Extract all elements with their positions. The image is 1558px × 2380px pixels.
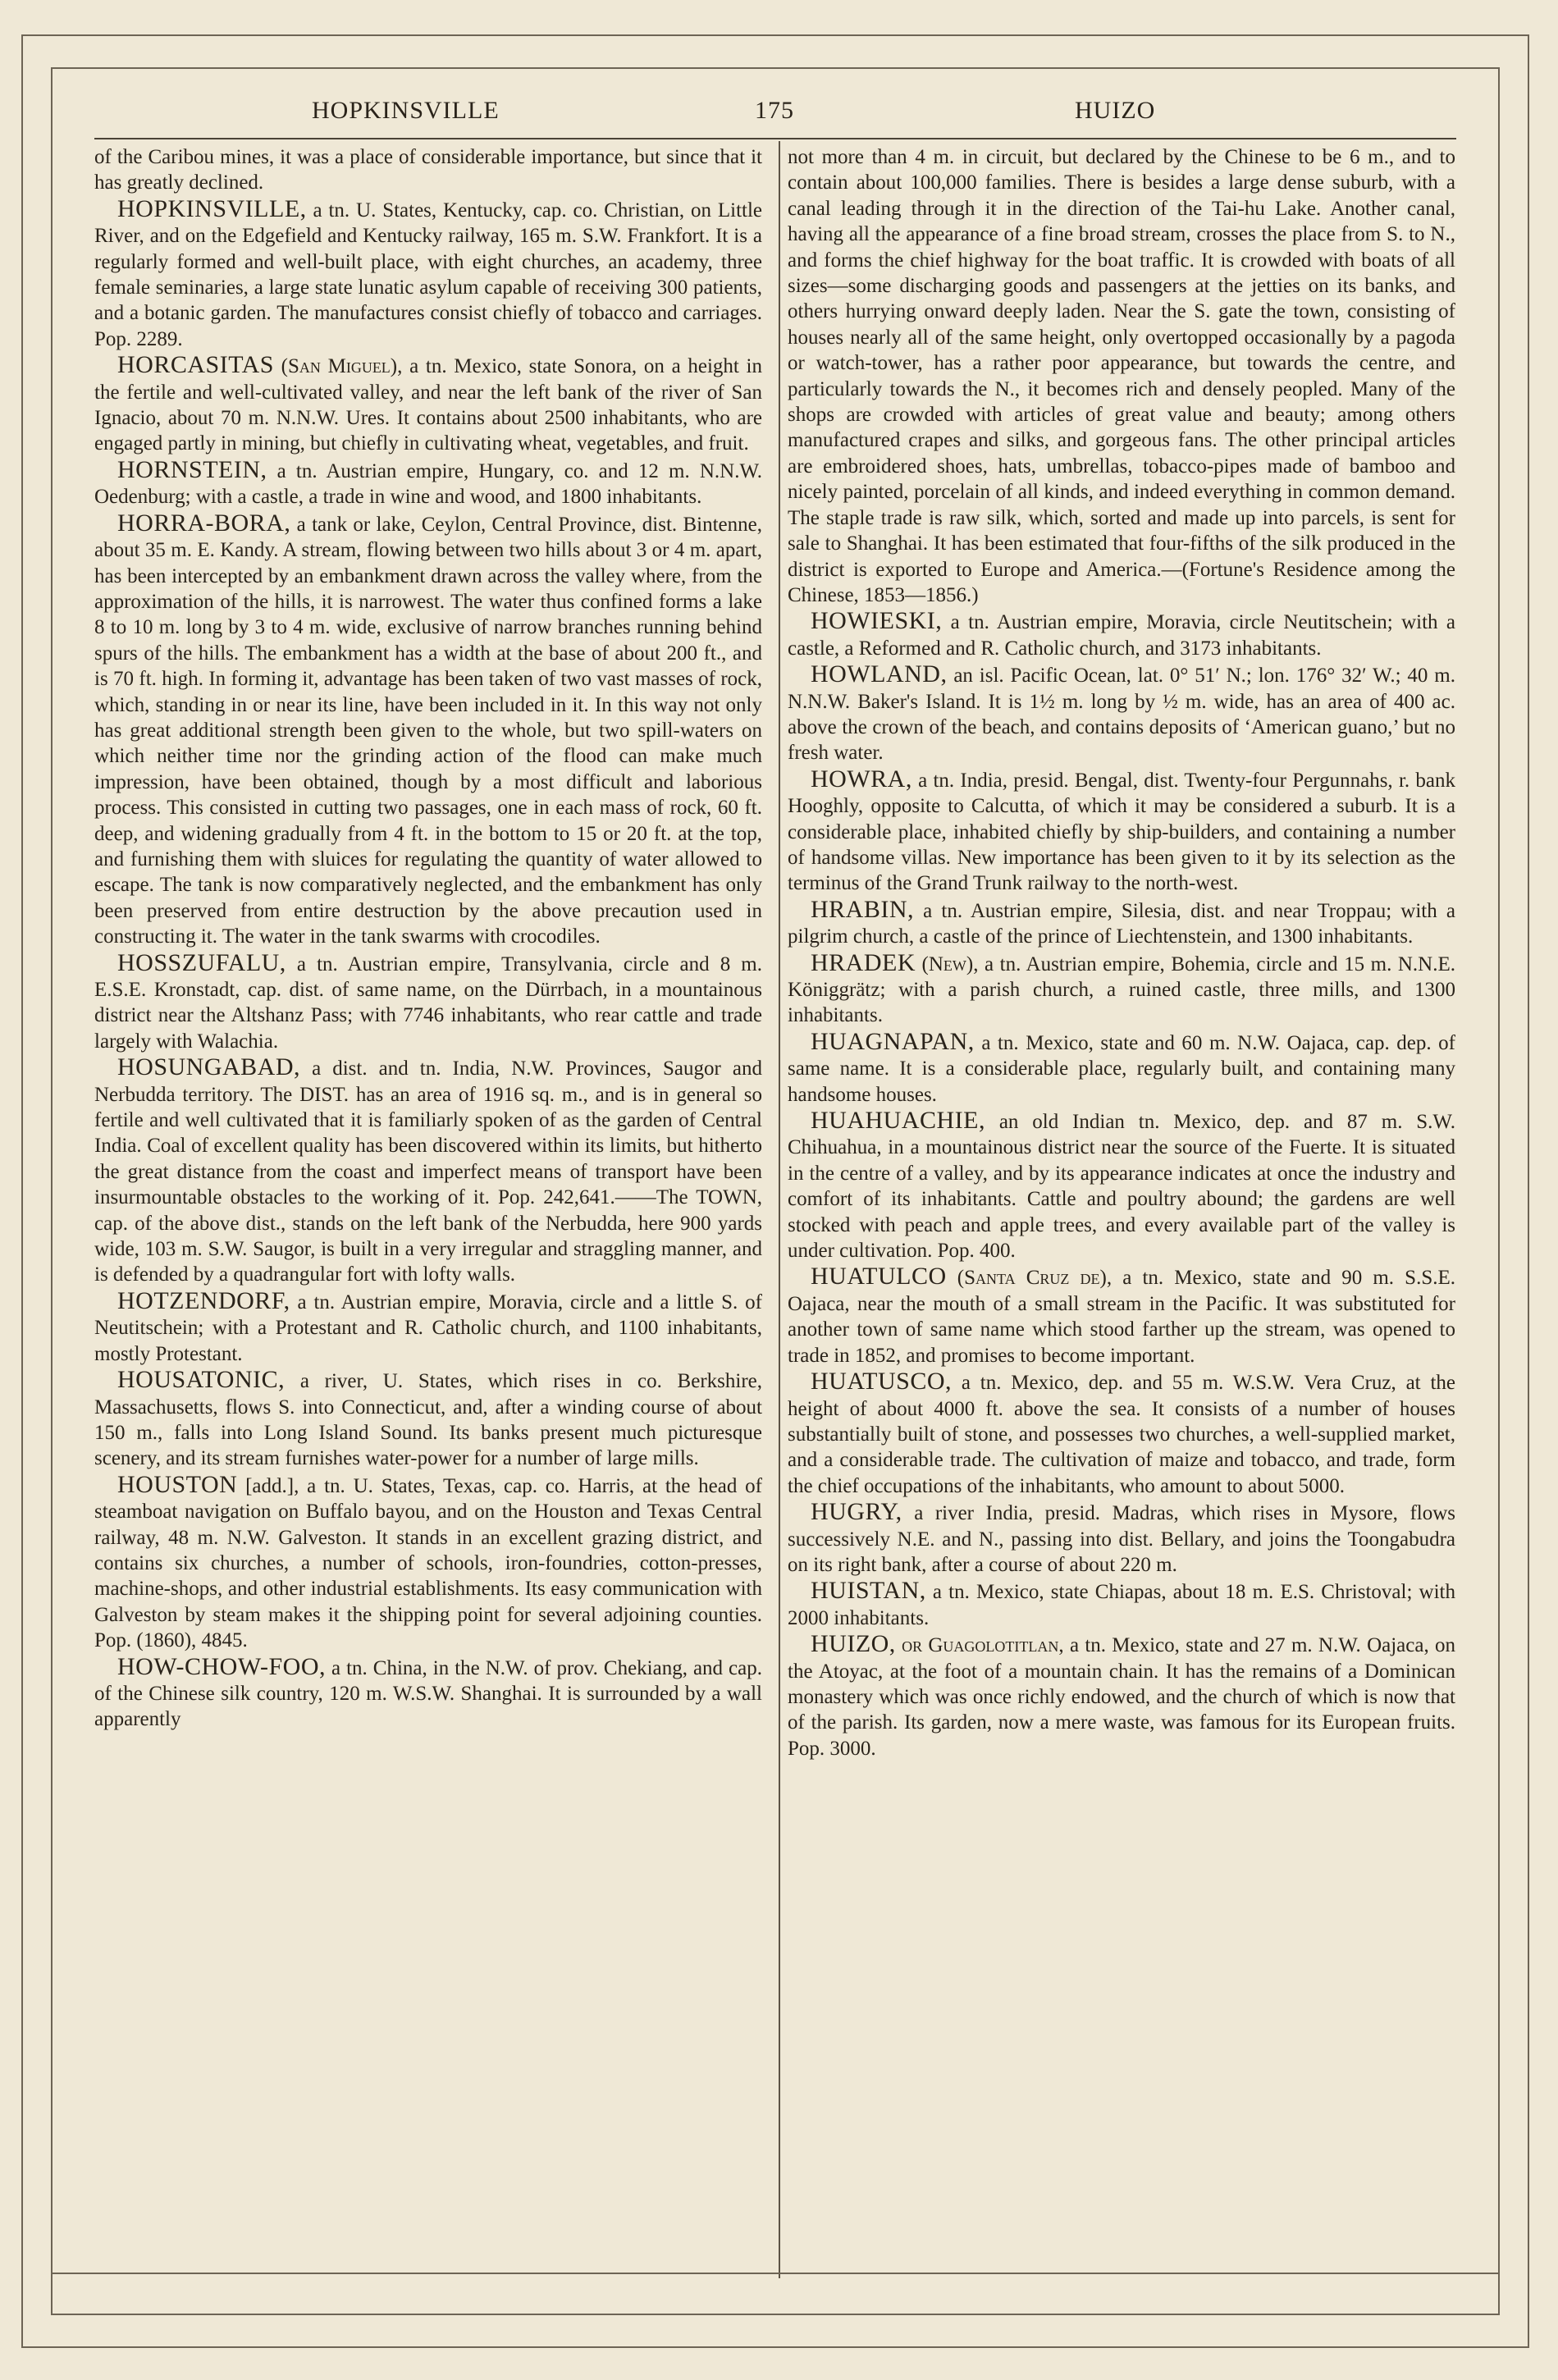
entry-text: an isl. Pacific Ocean, lat. 0° 51′ N.; lon. 176° 32′ W.; 40 m. N.N.W. Baker's Island. It is 1½ m. long by ½ m. wide, has an area of 400 ac. above the crown of the beach, and contains deposits of ‘American guano,’ but no fresh water. [788, 665, 1455, 765]
entry-headword: HRABIN, [811, 895, 915, 923]
entry-headword: HOPKINSVILLE, [117, 194, 307, 222]
entry-headword: HUATULCO [811, 1263, 947, 1290]
entry-text: a tn. Mexico, state Chiapas, about 18 m. E.S. Christoval; with 2000 inhabitants. [788, 1581, 1455, 1629]
gazetteer-entry [788, 1263, 1455, 1368]
entry-text: a dist. and tn. India, N.W. Provinces, Saugor and Nerbudda territory. The DIST. has an area of 1916 sq. m., and is in general so fertile and well cultivated that it is familiarly spoken of as the garden of Central India. Coal of excellent quality has been discovered within its limits, but hitherto the great distance from the coast and imperfect means of transport have been insurmountable obstacles to the working of it. Pop. 242,641.——The TOWN, cap. of the above dist., stands on the left bank of the Nerbudda, here 900 yards wide, 103 m. S.W. Saugor, is built in a very irregular and straggling manner, and is defended by a quadrangular fort with lofty walls. [94, 1058, 762, 1286]
gazetteer-entry [94, 1054, 762, 1288]
entry-text: a river, U. States, which rises in co. Berkshire, Massachusetts, flows S. into Connecticut, and, after a winding course of about 150 m., falls into Long Island Sound. Its banks present much picturesque scenery, and its stream furnishes water-power for a number of large mills. [94, 1370, 762, 1470]
entry-headword: HRADEK [811, 948, 916, 976]
header-left-guide-word: HOPKINSVILLE [312, 97, 500, 124]
gazetteer-entry [788, 144, 1455, 608]
gazetteer-entry [788, 1499, 1455, 1578]
running-header [312, 97, 1395, 130]
gazetteer-entry [788, 766, 1455, 897]
entry-text: a tank or lake, Ceylon, Central Province, dist. Bintenne, about 35 m. E. Kandy. A stream, flowing between two hills about 3 or 4 m. apart, has been intercepted by an embankment drawn across the valley where, from the approximation of the hills, it is narrowest. The water thus confined forms a lake 8 to 10 m. long by 3 to 4 m. wide, exclusive of narrow branches running behind spurs of the hills. The embankment has a width at the base of about 200 ft., and is 70 ft. high. In forming it, advantage has been taken of two vast masses of rock, which, standing in or near its line, have been included in it. In this way not only has great additional strength been given to the whole, but two spill-waters on which neither time nor the grinding action of the flood can make much impression, have been obtained, though by a most difficult and laborious process. This consisted in cutting two passages, one in each mass of rock, 60 ft. deep, and widening gradually from 4 ft. in the bottom to 15 or 20 ft. at the top, and furnishing them with sluices for regulating the quantity of water allowed to escape. The tank is now comparatively neglected, and the embankment has only been preserved from entire destruction by the above precaution used in constructing it. The water in the tank swarms with crocodiles. [94, 513, 762, 948]
gazetteer-entry [94, 144, 762, 196]
entry-headword: HOWIESKI, [811, 607, 943, 635]
entry-headword: HUATUSCO, [811, 1368, 953, 1396]
entry-alt-name: (Santa Cruz de) [946, 1267, 1107, 1290]
gazetteer-entry [94, 1288, 762, 1367]
entry-headword: HUAHUACHIE, [811, 1107, 985, 1135]
entry-text: , a tn. Mexico, state Sonora, on a height in the fertile and well-cultivated valley, and near the left bank of the river of San Ignacio, about 70 m. N.N.W. Ures. It contains about 2500 inhabitants, who are engaged partly in mining, but chiefly in cultivating wheat, vegetables, and fruit. [94, 355, 763, 455]
entry-text: a tn. Mexico, dep. and 55 m. W.S.W. Vera Cruz, at the height of about 4000 ft. above the sea. It consists of a number of houses substantially built of stone, and possesses two churches, a well-supplied market, and a considerable trade. The cultivation of maize and tobacco, and trade, form the chief occupations of the inhabitants, who amount to about 5000. [788, 1372, 1455, 1497]
entry-text: not more than 4 m. in circuit, but declared by the Chinese to be 6 m., and to contain about 100,000 families. There is besides a large dense suburb, with a canal leading through it in the direction of the Tai-hu Lake. Another canal, having all the appearance of a fine broad stream, crosses the place from S. to N., and forms the chief highway for the boat traffic. It is crowded with boats of all sizes—some discharging goods and passengers at the jetties on its banks, and others hurrying onward deeply laden. Near the S. gate the town, consisting of houses nearly all of the same height, only overtopped occasionally by a pagoda or watch-tower, has a rather poor appearance, but towards the centre, and particularly towards the N., it becomes rich and densely peopled. Many of the shops are crowded with articles of great value and beauty; among others manufactured crapes and silks, and gorgeous fans. The other principal articles are embroidered shoes, hats, umbrellas, tobacco-pipes made of bamboo and nicely painted, porcelain of all kinds, and indeed everything in common demand. The staple trade is raw silk, which, sorted and made up into parcels, is sent for sale to Shanghai. It has been estimated that four-fifths of the silk produced in the district is exported to Europe and America.—(Fortune's Residence among the Chinese, 1853—1856.) [788, 146, 1455, 606]
entry-text: [add.], a tn. U. States, Texas, cap. co. Harris, at the head of steamboat navigation on Buffalo bayou, and on the Houston and Texas Central railway, 48 m. N.W. Galveston. It stands in an excellent grazing district, and contains six churches, a number of schools, iron-foundries, cotton-presses, machine-shops, and other industrial establishments. Its easy communication with Galveston by steam makes it the shipping point for several adjoining counties. Pop. (1860), 4845. [94, 1474, 762, 1652]
entry-text: , a tn. Austrian empire, Bohemia, circle and 15 m. N.N.E. Königgrätz; with a parish church, a ruined castle, three mills, and 1300 inhabitants. [788, 952, 1455, 1027]
entry-text: a tn. U. States, Kentucky, cap. co. Christian, on Little River, and on the Edgefield and Kentucky railway, 165 m. S.W. Frankfort. It is a regularly formed and well-built place, with eight churches, an academy, three female seminaries, a large state lunatic asylum capable of receiving 300 patients, and a botanic garden. The manufactures consist chiefly of tobacco and carriages. Pop. 2289. [94, 199, 762, 350]
gazetteer-entry [94, 510, 762, 950]
left-column [94, 144, 762, 1733]
entry-headword: HOSUNGABAD, [117, 1053, 301, 1081]
gazetteer-entry [94, 1367, 762, 1472]
gazetteer-entry [94, 1472, 762, 1654]
entry-headword: HOSSZUFALU, [117, 948, 286, 976]
header-right-guide-word: HUIZO [1075, 97, 1156, 124]
entry-headword: HOW-CHOW-FOO, [117, 1652, 326, 1680]
gazetteer-entry [788, 1108, 1455, 1263]
entry-headword: HORRA-BORA, [117, 509, 291, 537]
entry-text: of the Caribou mines, it was a place of considerable importance, but since that it has greatly declined. [94, 146, 762, 194]
entry-text: a tn. Austrian empire, Transylvania, circle and 8 m. E.S.E. Kronstadt, cap. dist. of same name, on the Dürrbach, in a mountainous district near the Altshanz Pass; with 7746 inhabitants, who rear cattle and trade largely with Walachia. [94, 952, 762, 1053]
entry-text: , a tn. Mexico, state and 27 m. N.W. Oajaca, on the Atoyac, at the foot of a mountain chain. It has the remains of a Dominican monastery which was once richly endowed, and the church of which is now that of the parish. Its garden, now a mere waste, was famous for its European fruits. Pop. 3000. [788, 1634, 1455, 1760]
footer-rule [51, 2273, 1500, 2274]
entry-text: a tn. Austrian empire, Moravia, circle and a little S. of Neutitschein; with a Protestant and R. Catholic church, and 1100 inhabitants, mostly Protestant. [94, 1290, 762, 1365]
entry-alt-name: or Guagolotitlan [895, 1634, 1059, 1657]
header-rule [94, 138, 1456, 139]
gazetteer-entry [94, 950, 762, 1055]
gazetteer-entry [94, 1654, 762, 1733]
gazetteer-entry [94, 196, 762, 352]
entry-headword: HOUSATONIC, [117, 1366, 286, 1394]
entry-text: a tn. China, in the N.W. of prov. Chekiang, and cap. of the Chinese silk country, 120 m. W.S.W. Shanghai. It is surrounded by a wall apparently [94, 1656, 762, 1731]
entry-text: a tn. Austrian empire, Silesia, dist. and near Troppau; with a pilgrim church, a castle of the prince of Liechtenstein, and 1300 inhabitants. [788, 899, 1455, 948]
entry-text: , a tn. Mexico, state and 90 m. S.S.E. Oajaca, near the mouth of a small stream in the Pacific. It was substituted for another town of same name which stood farther up the stream, was opened to trade in 1852, and promises to become important. [788, 1267, 1455, 1367]
entry-headword: HUIZO, [811, 1630, 896, 1658]
entry-text: an old Indian tn. Mexico, dep. and 87 m. S.W. Chihuahua, in a mountainous district near the source of the Fuerte. It is situated in the centre of a valley, and by its appearance indicates at once the industry and comfort of its inhabitants. Cattle and poultry abound; the gardens are well stocked with peach and apple trees, and every available part of the valley is under cultivation. Pop. 400. [788, 1111, 1455, 1263]
gazetteer-entry [788, 661, 1455, 766]
entry-text: a tn. India, presid. Bengal, dist. Twenty-four Pergunnahs, r. bank Hooghly, opposite to Calcutta, of which it may be considered a suburb. It is a considerable place, inhabited chiefly by ship-builders, and containing a number of handsome villas. New importance has been given to it by its selection as the terminus of the Grand Trunk railway to the north-west. [788, 769, 1455, 895]
gazetteer-entry [788, 897, 1455, 950]
gazetteer-entry [788, 1578, 1455, 1631]
entry-headword: HOWRA, [811, 765, 912, 793]
entry-headword: HOTZENDORF, [117, 1286, 290, 1314]
entry-alt-name: (New) [916, 952, 974, 975]
entry-text: a tn. Austrian empire, Hungary, co. and 12 m. N.N.W. Oedenburg; with a castle, a trade in wine and wood, and 1800 inhabitants. [94, 459, 762, 509]
entry-text: a river India, presid. Madras, which rises in Mysore, flows successively N.E. and N., passing into dist. Bellary, and joins the Toongabudra on its right bank, after a course of about 220 m. [788, 1502, 1455, 1576]
gazetteer-entry [94, 352, 762, 457]
right-column [788, 144, 1455, 1761]
entry-text: a tn. Austrian empire, Moravia, circle Neutitschein; with a castle, a Reformed and R. Catholic church, and 3173 inhabitants. [788, 611, 1455, 660]
gazetteer-entry [788, 1368, 1455, 1499]
column-divider [779, 141, 780, 2278]
gazetteer-entry [788, 608, 1455, 661]
entry-headword: HOWLAND, [811, 660, 948, 688]
entry-headword: HORCASITAS [117, 351, 274, 379]
gazetteer-entry [788, 1631, 1455, 1761]
entry-headword: HUAGNAPAN, [811, 1027, 975, 1055]
gazetteer-entry [788, 1029, 1455, 1108]
gazetteer-entry [788, 950, 1455, 1029]
page-number: 175 [755, 97, 794, 124]
entry-text: a tn. Mexico, state and 60 m. N.W. Oajaca, cap. dep. of same name. It is a considerable place, regularly built, and containing many handsome houses. [788, 1031, 1455, 1106]
entry-headword: HUISTAN, [811, 1577, 926, 1605]
gazetteer-entry [94, 457, 762, 510]
entry-headword: HOUSTON [117, 1470, 238, 1498]
entry-headword: HORNSTEIN, [117, 455, 267, 483]
entry-alt-name: (San Miguel) [273, 355, 398, 378]
entry-headword: HUGRY, [811, 1498, 902, 1526]
